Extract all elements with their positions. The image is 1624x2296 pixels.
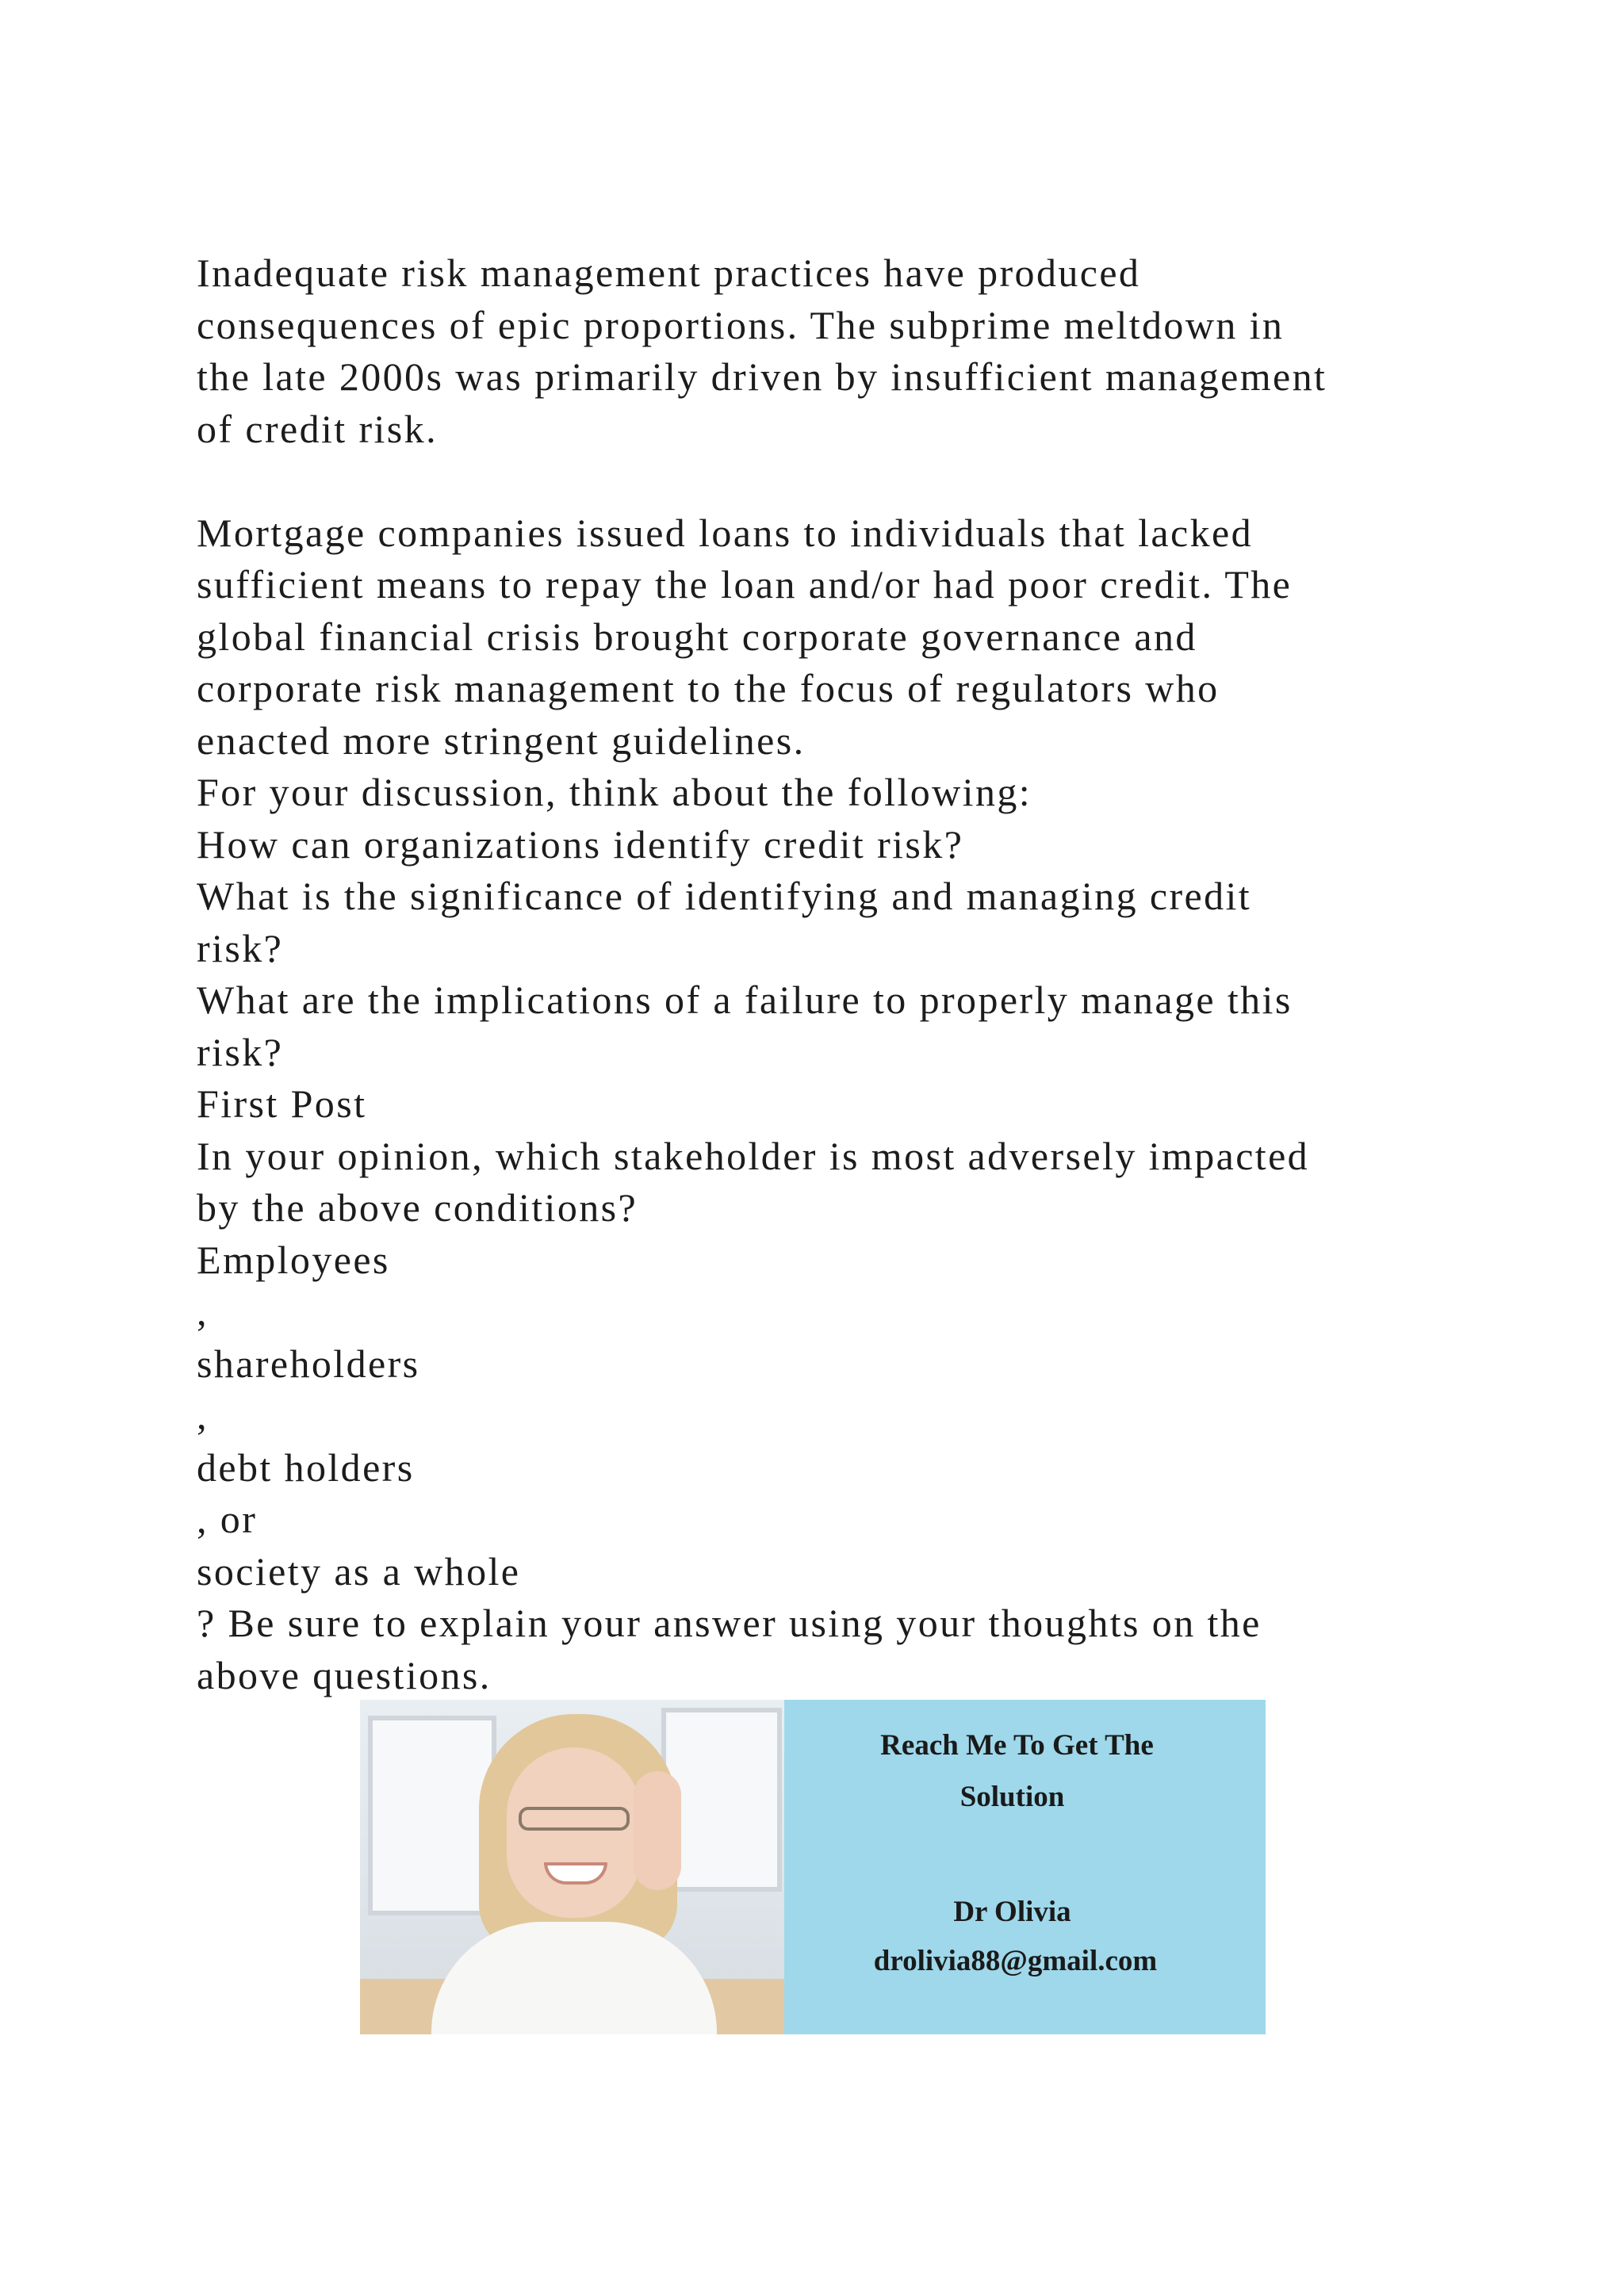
paragraph-line: Inadequate risk management practices have produced bbox=[197, 251, 1141, 295]
question-line: How can organizations identify credit risk? bbox=[197, 821, 964, 867]
glasses-icon bbox=[519, 1807, 630, 1831]
paragraph-line: corporate risk management to the focus of regulators who bbox=[197, 666, 1220, 710]
banner-headline: Reach Me To Get The bbox=[880, 1729, 1154, 1762]
contact-email: drolivia88@gmail.com bbox=[873, 1945, 1158, 1977]
portrait-photo bbox=[360, 1700, 784, 2034]
section-heading: First Post bbox=[197, 1081, 367, 1126]
prompt-line: by the above conditions? bbox=[197, 1185, 638, 1230]
shirt-shape bbox=[431, 1922, 717, 2034]
contact-card bbox=[784, 1700, 1266, 2034]
discussion-intro: For your discussion, think about the following: bbox=[197, 770, 1032, 814]
prompt-line: ? Be sure to explain your answer using your thoughts on the bbox=[197, 1601, 1262, 1645]
stakeholder-option: shareholders bbox=[197, 1341, 420, 1386]
prompt-line: In your opinion, which stakeholder is most adversely impacted bbox=[197, 1133, 1310, 1178]
question-line: What is the significance of identifying and managing credit bbox=[197, 874, 1252, 918]
contact-name: Dr Olivia bbox=[953, 1896, 1071, 1928]
stakeholder-option: society as a whole bbox=[197, 1548, 521, 1594]
paragraph-line: consequences of epic proportions. The subprime meltdown in bbox=[197, 302, 1285, 347]
question-line: What are the implications of a failure to properly manage this bbox=[197, 978, 1293, 1022]
paragraph-line: global financial crisis brought corporate governance and bbox=[197, 614, 1197, 659]
banner-headline-2: Solution bbox=[959, 1781, 1065, 1813]
paragraph-line: the late 2000s was primarily driven by insufficient management bbox=[197, 354, 1327, 399]
face-shape bbox=[507, 1747, 642, 1918]
separator-line: , bbox=[197, 1289, 209, 1334]
contact-banner bbox=[360, 1700, 1266, 2034]
paragraph-line: enacted more stringent guidelines. bbox=[197, 718, 806, 763]
paragraph-line: of credit risk. bbox=[197, 406, 438, 451]
hand-shape bbox=[634, 1771, 681, 1890]
question-line: risk? bbox=[197, 1029, 284, 1074]
stakeholder-option: Employees bbox=[197, 1237, 390, 1282]
question-line: risk? bbox=[197, 925, 284, 970]
stakeholder-option: debt holders bbox=[197, 1445, 415, 1490]
paragraph-line: Mortgage companies issued loans to individuals that lacked bbox=[197, 510, 1253, 555]
document-body bbox=[197, 247, 1434, 1701]
separator-line: , or bbox=[197, 1497, 258, 1541]
background-window bbox=[368, 1716, 496, 1915]
paragraph-gap bbox=[197, 455, 1434, 507]
separator-line: , bbox=[197, 1393, 209, 1437]
prompt-line: above questions. bbox=[197, 1652, 492, 1697]
paragraph-line: sufficient means to repay the loan and/or had poor credit. The bbox=[197, 562, 1293, 607]
